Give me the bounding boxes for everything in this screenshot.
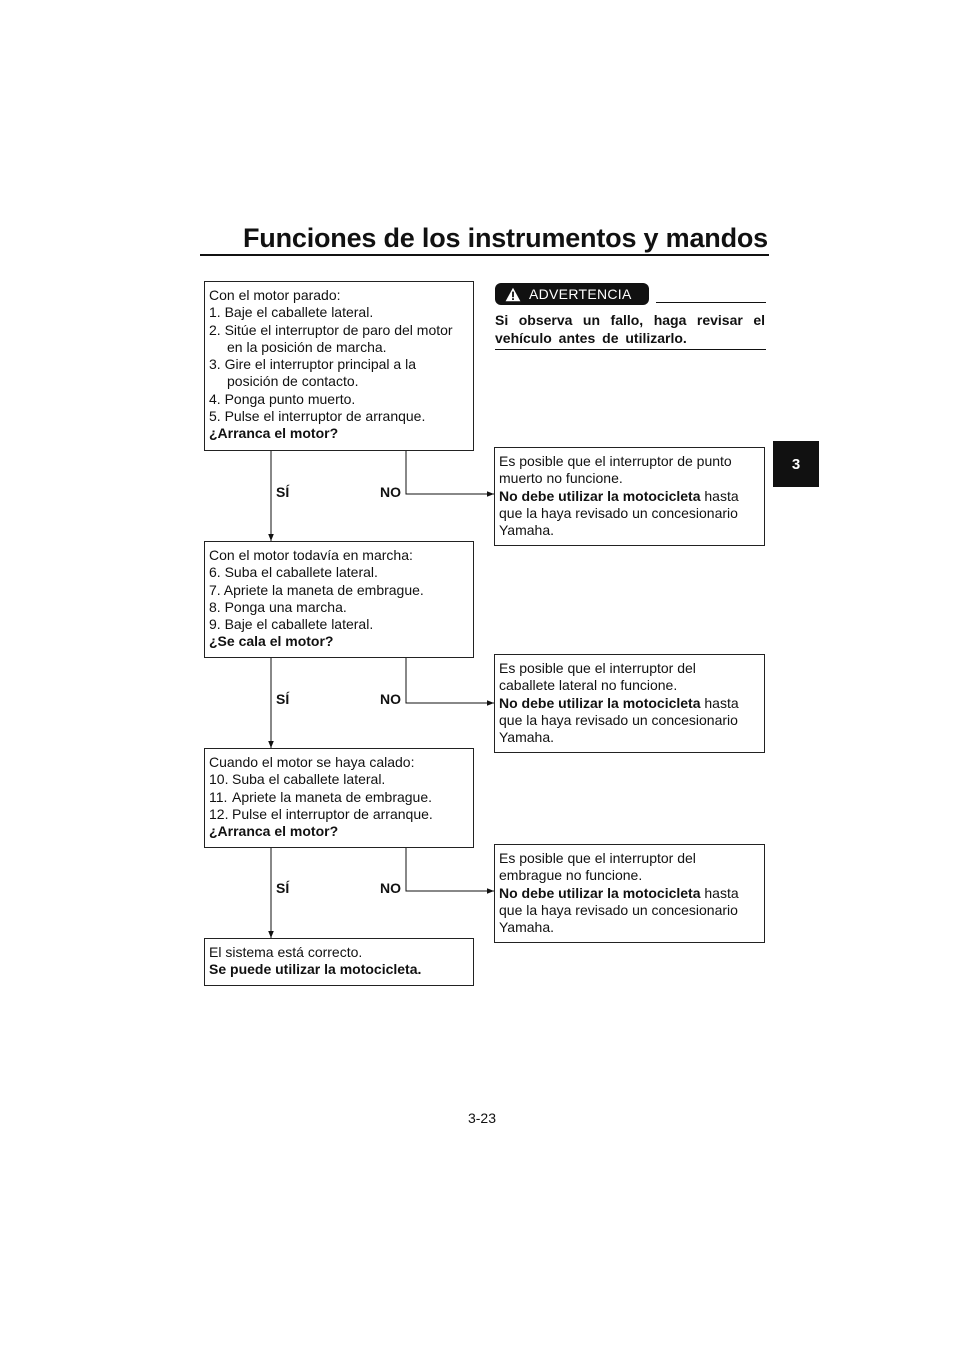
fault-3-line: que la haya revisado un concesionario — [499, 901, 738, 918]
step-2-item: 6. Suba el caballete lateral. — [209, 564, 378, 581]
step-1-item: 2. Sitúe el interruptor de paro del motor — [209, 321, 453, 338]
step-3-intro: Cuando el motor se haya calado: — [209, 754, 415, 770]
step-2-item: 8. Ponga una marcha. — [209, 598, 347, 615]
step-3-item: Pulse el interruptor de arranque. — [232, 805, 433, 822]
page-title: Funciones de los instrumentos y mandos — [243, 223, 768, 253]
fault-1-warning: No debe utilizar la motocicleta — [499, 487, 701, 504]
warning-rule-bottom — [495, 349, 766, 350]
fault-1-line: Es posible que el interruptor de punto — [499, 453, 732, 469]
fault-2-line: que la haya revisado un concesionario — [499, 711, 738, 728]
fault-3-box — [494, 844, 765, 943]
step-1-item: 1. Baje el caballete lateral. — [209, 304, 374, 321]
step-3-number: 12. — [209, 805, 229, 822]
warning-badge — [495, 283, 649, 305]
no-label-3: NO — [380, 880, 401, 896]
fault-2-line: Es posible que el interruptor del — [499, 660, 696, 676]
flow-step-3-box — [204, 748, 474, 848]
no-connector-3 — [406, 848, 494, 891]
fault-3-line: hasta — [700, 884, 739, 901]
no-label-1: NO — [380, 484, 401, 500]
result-line: El sistema está correcto. — [209, 944, 363, 960]
step-3-item: Apriete la maneta de embrague. — [232, 788, 433, 805]
no-connector-1 — [406, 451, 494, 494]
fault-2-line: caballete lateral no funcione. — [499, 677, 678, 694]
step-2-question: ¿Se cala el motor? — [209, 633, 334, 650]
yes-label-2: SÍ — [276, 691, 290, 707]
step-3-question: ¿Arranca el motor? — [209, 823, 339, 840]
fault-1-line: que la haya revisado un concesionario — [499, 504, 738, 521]
warning-rule-top — [656, 302, 766, 303]
step-1-item-continuation: en la posición de marcha. — [227, 338, 387, 355]
step-2-intro: Con el motor todavía en marcha: — [209, 547, 413, 563]
no-label-2: NO — [380, 691, 401, 707]
step-2-item: 7. Apriete la maneta de embrague. — [209, 581, 424, 598]
flow-step-1-box — [204, 281, 474, 451]
step-1-item: 4. Ponga punto muerto. — [209, 390, 356, 407]
fault-1-line: hasta — [700, 487, 739, 504]
warning-text: Si observa un fallo, haga revisar el vehículo antes de utilizarlo. — [495, 312, 765, 346]
step-3-number: 10. — [209, 771, 229, 788]
fault-3-line: Es posible que el interruptor del — [499, 850, 696, 866]
warning-triangle-icon — [505, 287, 521, 302]
fault-2-warning: No debe utilizar la motocicleta — [499, 694, 701, 711]
fault-3-line: embrague no funcione. — [499, 867, 643, 884]
no-connector-2 — [406, 658, 494, 703]
yes-label-1: SÍ — [276, 484, 290, 500]
fault-2-box — [494, 654, 765, 753]
result-conclusion: Se puede utilizar la motocicleta. — [209, 961, 422, 978]
warning-label: ADVERTENCIA — [529, 286, 632, 302]
fault-2-line: hasta — [700, 694, 739, 711]
fault-1-box — [494, 447, 765, 546]
page-number: 3-23 — [467, 1110, 497, 1126]
fault-2-line: Yamaha. — [499, 729, 554, 746]
fault-1-line: muerto no funcione. — [499, 470, 623, 487]
step-2-item: 9. Baje el caballete lateral. — [209, 616, 374, 633]
step-1-intro: Con el motor parado: — [209, 287, 341, 303]
step-3-number: 11. — [209, 788, 228, 805]
flow-step-2-box — [204, 541, 474, 658]
yes-label-3: SÍ — [276, 880, 290, 896]
result-box — [204, 938, 474, 986]
step-3-item: Suba el caballete lateral. — [232, 771, 386, 788]
chapter-tab: 3 — [773, 441, 819, 487]
step-1-question: ¿Arranca el motor? — [209, 425, 339, 442]
fault-1-line: Yamaha. — [499, 522, 554, 539]
step-1-item: 3. Gire el interruptor principal a la — [209, 356, 416, 373]
fault-3-warning: No debe utilizar la motocicleta — [499, 884, 701, 901]
step-1-item-continuation: posición de contacto. — [227, 373, 359, 390]
fault-3-line: Yamaha. — [499, 919, 554, 936]
step-1-item: 5. Pulse el interruptor de arranque. — [209, 408, 426, 425]
